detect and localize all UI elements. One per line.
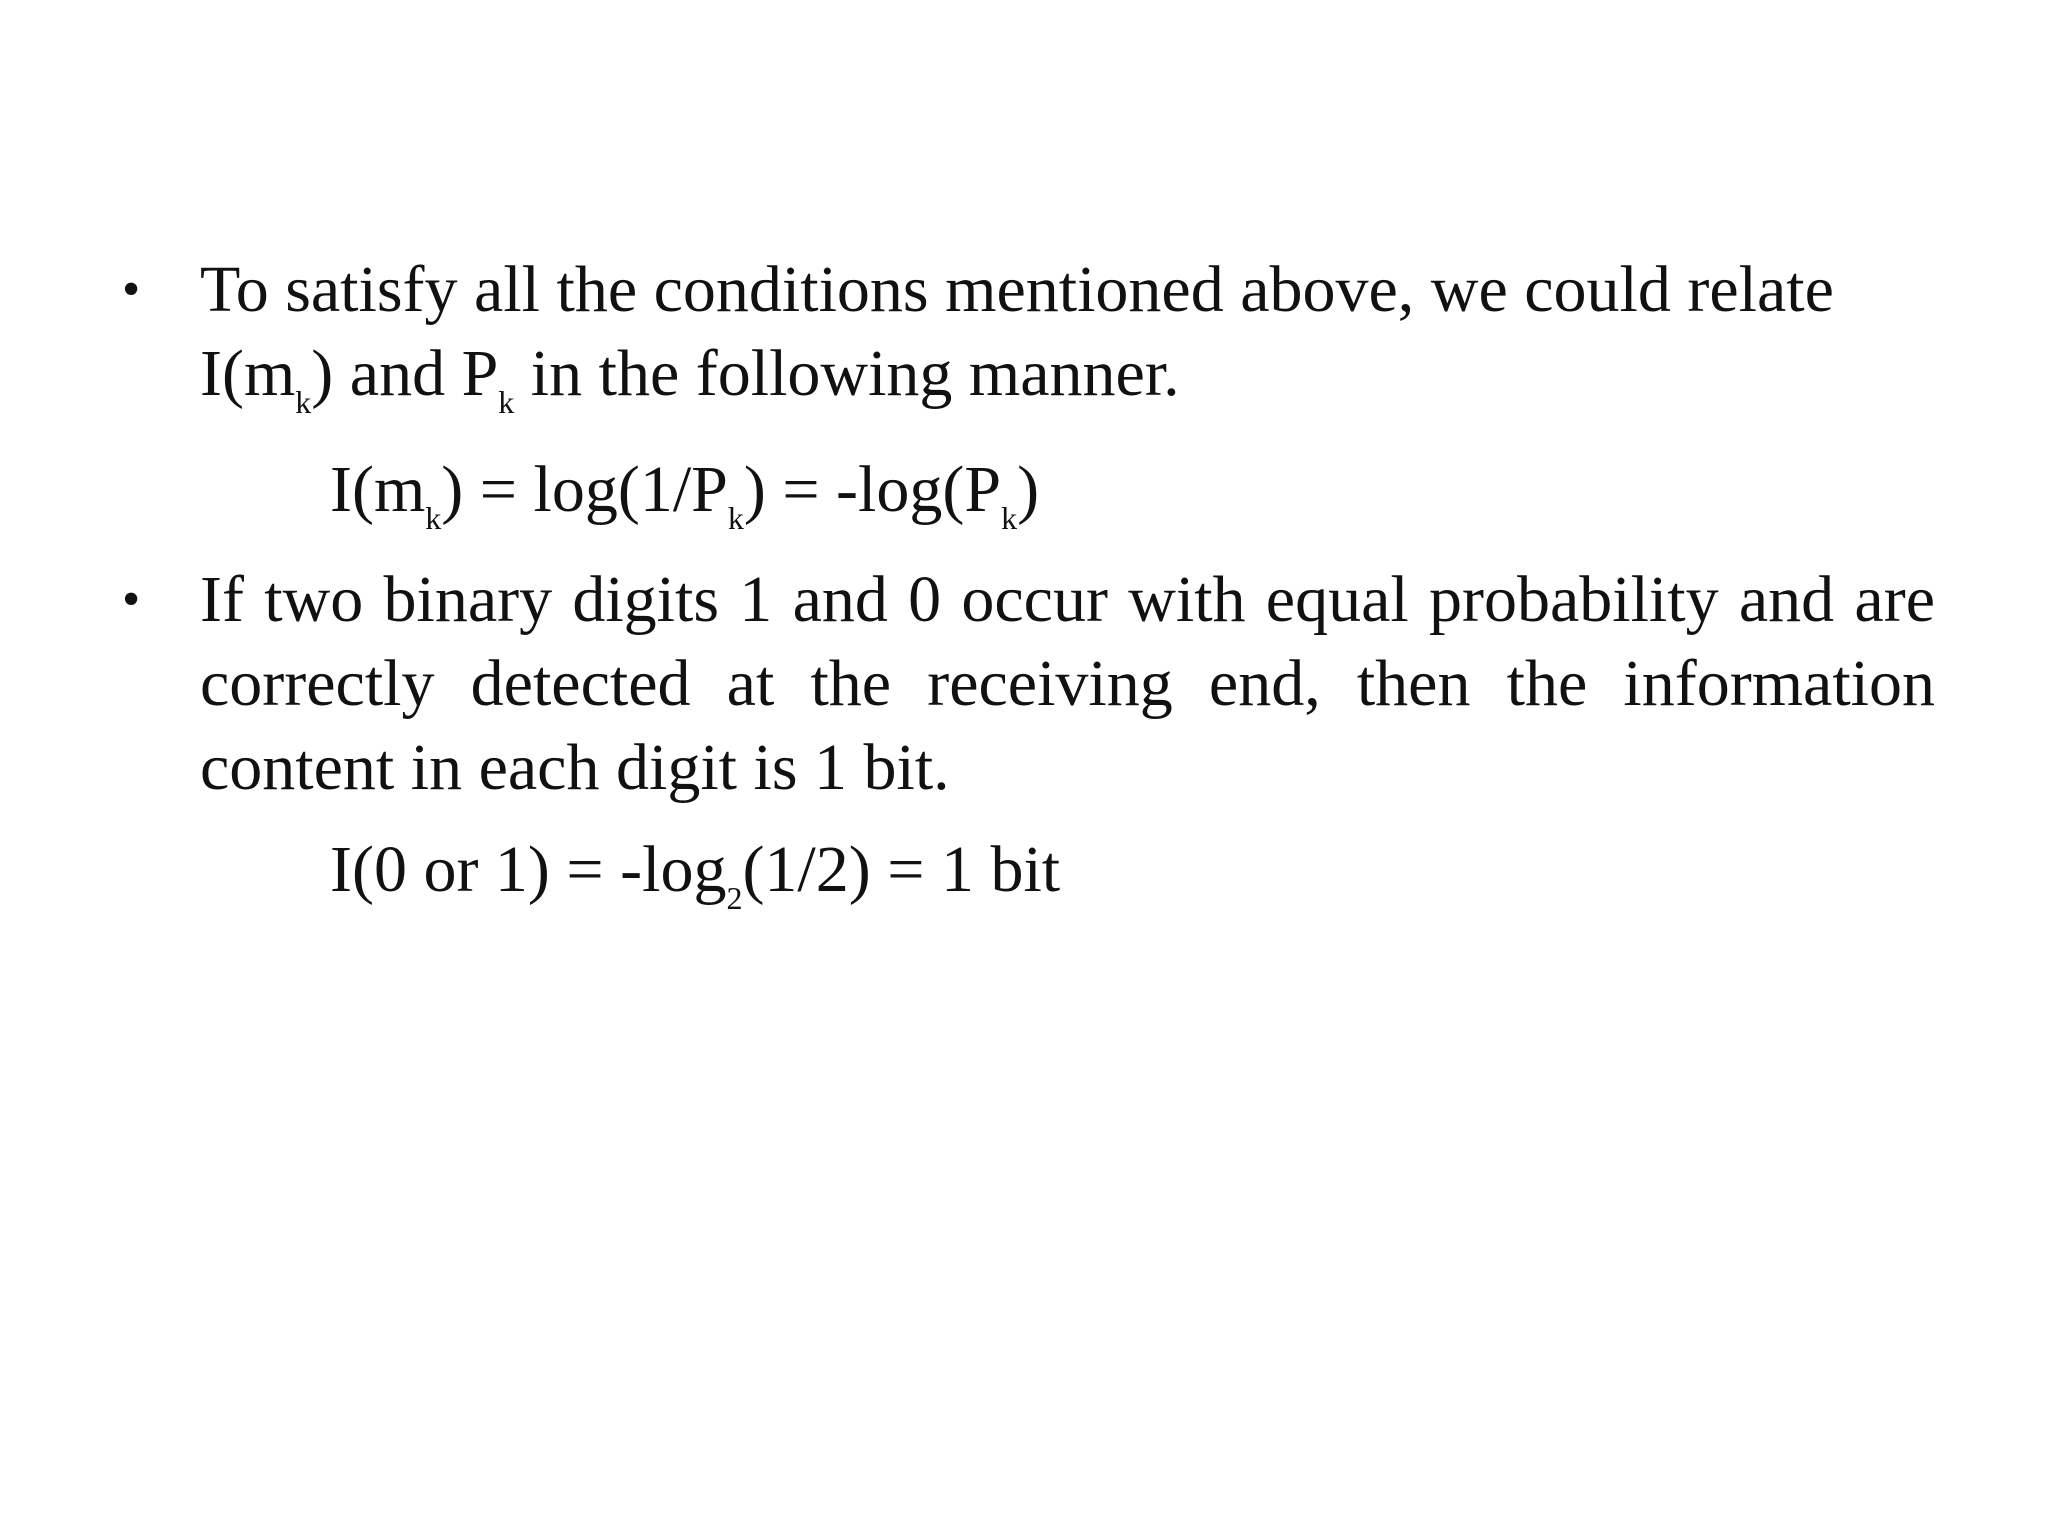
bullet-1-text-part: in the following manner.	[514, 337, 1180, 410]
formula-part: (1/2) = 1 bit	[742, 833, 1061, 906]
formula-part: ) = log(1/P	[441, 453, 728, 526]
formula-part: ) = -log(P	[743, 453, 1002, 526]
formula-part: I(0 or 1) = -log	[330, 833, 727, 906]
bullet-1-text-part: ) and P	[311, 337, 499, 410]
bullet-1-marker: •	[122, 261, 141, 318]
bullet-1-line-1: To satisfy all the conditions mentioned above, we could relate	[200, 253, 1834, 326]
subscript-k: k	[295, 384, 312, 420]
bullet-1-line-2	[200, 332, 1935, 420]
subscript-k: k	[1001, 500, 1018, 536]
bullet-1-text	[200, 248, 1935, 420]
bullet-1-text-part: I(m	[200, 337, 296, 410]
subscript-k: k	[727, 500, 744, 536]
formula-part: )	[1017, 453, 1040, 526]
formula-part: I(m	[330, 453, 426, 526]
subscript-k: k	[425, 500, 442, 536]
bullet-2-marker: •	[122, 571, 141, 628]
subscript-2: 2	[726, 880, 743, 916]
formula-information-content	[330, 448, 1040, 536]
formula-binary-digit	[330, 828, 1061, 916]
subscript-k: k	[498, 384, 515, 420]
bullet-2-text: If two binary digits 1 and 0 occur with equal probability and are correctly detected at the receiving end, then the information content in each digit is 1 bit.	[200, 563, 1935, 804]
